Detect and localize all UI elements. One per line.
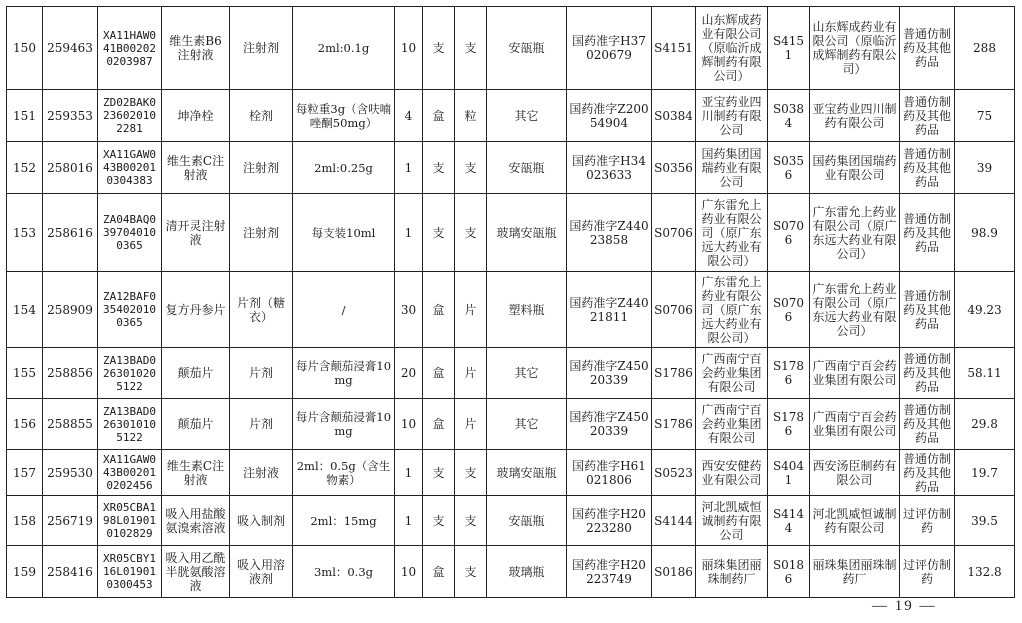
drug-code-cell: XR05CBY116L019010300453 <box>98 546 162 598</box>
approval-number-cell: 国药准字H34023633 <box>567 142 652 194</box>
row-number-cell: 159 <box>7 546 43 598</box>
drug-code-cell: ZA12BAF0354020100365 <box>98 272 162 348</box>
drug-id-cell: 259463 <box>43 7 98 90</box>
manufacturer-code-cell: S0523 <box>652 450 696 496</box>
manufacturer-code-cell: S0706 <box>652 194 696 272</box>
package-material-cell: 安瓿瓶 <box>487 142 567 194</box>
drug-code-cell: XA11GAW043B002010202456 <box>98 450 162 496</box>
drug-code-cell: XA11GAW043B002010304383 <box>98 142 162 194</box>
drug-name-cell: 坤净栓 <box>162 90 230 142</box>
package-quantity-cell: 10 <box>395 546 423 598</box>
manufacturer-code-cell: S0186 <box>652 546 696 598</box>
drug-category-cell: 普通仿制药及其他药品 <box>900 399 955 450</box>
table-row <box>7 90 1015 142</box>
page-number: — 19 — <box>872 598 937 614</box>
license-holder-cell: 山东辉成药业有限公司（原临沂成辉制药有限公司） <box>810 7 900 90</box>
table-row <box>7 142 1015 194</box>
manufacturer-cell: 广西南宁百会药业集团有限公司 <box>696 348 768 399</box>
license-holder-cell: 广东雷允上药业有限公司（原广东远大药业有限公司） <box>810 194 900 272</box>
dosage-form-cell: 注射液 <box>230 450 293 496</box>
license-holder-cell: 丽珠集团丽珠制药厂 <box>810 546 900 598</box>
price-cell: 49.23 <box>955 272 1015 348</box>
manufacturer-cell: 丽珠集团丽珠制药厂 <box>696 546 768 598</box>
drug-code-cell: XA11HAW041B002020203987 <box>98 7 162 90</box>
holder-code-cell: S0706 <box>768 272 810 348</box>
dosage-form-cell: 注射剂 <box>230 142 293 194</box>
drug-id-cell: 258616 <box>43 194 98 272</box>
package-quantity-cell: 10 <box>395 399 423 450</box>
specification-cell: 每片含颠茄浸膏10mg <box>293 399 395 450</box>
manufacturer-cell: 广东雷允上药业有限公司（原广东远大药业有限公司） <box>696 272 768 348</box>
row-number-cell: 157 <box>7 450 43 496</box>
drug-category-cell: 普通仿制药及其他药品 <box>900 348 955 399</box>
drug-category-cell: 普通仿制药及其他药品 <box>900 7 955 90</box>
manufacturer-code-cell: S0384 <box>652 90 696 142</box>
license-holder-cell: 西安汤臣制药有限公司 <box>810 450 900 496</box>
package-quantity-cell: 4 <box>395 90 423 142</box>
manufacturer-cell: 广东雷允上药业有限公司（原广东远大药业有限公司） <box>696 194 768 272</box>
specification-cell: / <box>293 272 395 348</box>
manufacturer-code-cell: S4151 <box>652 7 696 90</box>
approval-number-cell: 国药准字Z45020339 <box>567 348 652 399</box>
row-number-cell: 153 <box>7 194 43 272</box>
package-unit-cell: 盒 <box>423 90 455 142</box>
table-row <box>7 348 1015 399</box>
package-material-cell: 塑料瓶 <box>487 272 567 348</box>
min-unit-cell: 片 <box>455 348 487 399</box>
drug-name-cell: 复方丹参片 <box>162 272 230 348</box>
package-quantity-cell: 1 <box>395 496 423 546</box>
approval-number-cell: 国药准字H37020679 <box>567 7 652 90</box>
drug-price-table-page <box>6 6 1014 598</box>
min-unit-cell: 片 <box>455 399 487 450</box>
approval-number-cell: 国药准字H20223749 <box>567 546 652 598</box>
license-holder-cell: 国药集团国瑞药业有限公司 <box>810 142 900 194</box>
min-unit-cell: 粒 <box>455 90 487 142</box>
package-unit-cell: 支 <box>423 142 455 194</box>
specification-cell: 2ml:0.25g <box>293 142 395 194</box>
approval-number-cell: 国药准字Z20054904 <box>567 90 652 142</box>
drug-code-cell: ZD02BAK0236020102281 <box>98 90 162 142</box>
drug-category-cell: 普通仿制药及其他药品 <box>900 272 955 348</box>
table-row <box>7 7 1015 90</box>
drug-name-cell: 颠茄片 <box>162 399 230 450</box>
manufacturer-code-cell: S1786 <box>652 348 696 399</box>
price-cell: 58.11 <box>955 348 1015 399</box>
drug-name-cell: 维生素B6注射液 <box>162 7 230 90</box>
row-number-cell: 154 <box>7 272 43 348</box>
manufacturer-cell: 国药集团国瑞药业有限公司 <box>696 142 768 194</box>
package-quantity-cell: 1 <box>395 194 423 272</box>
drug-code-cell: ZA13BAD0263010105122 <box>98 399 162 450</box>
min-unit-cell: 支 <box>455 546 487 598</box>
min-unit-cell: 支 <box>455 496 487 546</box>
drug-id-cell: 258016 <box>43 142 98 194</box>
manufacturer-code-cell: S1786 <box>652 399 696 450</box>
drug-name-cell: 吸入用盐酸氨溴索溶液 <box>162 496 230 546</box>
drug-category-cell: 普通仿制药及其他药品 <box>900 142 955 194</box>
specification-cell: 每粒重3g（含呋喃唑酮50mg） <box>293 90 395 142</box>
holder-code-cell: S0384 <box>768 90 810 142</box>
price-cell: 19.7 <box>955 450 1015 496</box>
row-number-cell: 151 <box>7 90 43 142</box>
dosage-form-cell: 片剂（糖衣） <box>230 272 293 348</box>
manufacturer-cell: 西安安健药业有限公司 <box>696 450 768 496</box>
price-cell: 98.9 <box>955 194 1015 272</box>
manufacturer-cell: 河北凯威恒诚制药有限公司 <box>696 496 768 546</box>
table-row <box>7 546 1015 598</box>
dosage-form-cell: 注射剂 <box>230 194 293 272</box>
package-quantity-cell: 1 <box>395 450 423 496</box>
package-unit-cell: 盒 <box>423 272 455 348</box>
package-material-cell: 安瓿瓶 <box>487 7 567 90</box>
price-cell: 75 <box>955 90 1015 142</box>
holder-code-cell: S0356 <box>768 142 810 194</box>
drug-category-cell: 普通仿制药及其他药品 <box>900 90 955 142</box>
table-row <box>7 496 1015 546</box>
price-cell: 288 <box>955 7 1015 90</box>
min-unit-cell: 支 <box>455 194 487 272</box>
dosage-form-cell: 注射剂 <box>230 7 293 90</box>
min-unit-cell: 支 <box>455 450 487 496</box>
manufacturer-code-cell: S0706 <box>652 272 696 348</box>
row-number-cell: 152 <box>7 142 43 194</box>
drug-table <box>6 6 1015 598</box>
drug-id-cell: 258856 <box>43 348 98 399</box>
specification-cell: 2ml：0.5g（含生物素） <box>293 450 395 496</box>
drug-id-cell: 256719 <box>43 496 98 546</box>
drug-name-cell: 颠茄片 <box>162 348 230 399</box>
holder-code-cell: S1786 <box>768 399 810 450</box>
package-quantity-cell: 20 <box>395 348 423 399</box>
holder-code-cell: S4041 <box>768 450 810 496</box>
approval-number-cell: 国药准字Z44023858 <box>567 194 652 272</box>
price-cell: 29.8 <box>955 399 1015 450</box>
drug-name-cell: 清开灵注射液 <box>162 194 230 272</box>
dosage-form-cell: 吸入用溶液剂 <box>230 546 293 598</box>
holder-code-cell: S0186 <box>768 546 810 598</box>
dosage-form-cell: 片剂 <box>230 399 293 450</box>
package-material-cell: 玻璃安瓿瓶 <box>487 450 567 496</box>
specification-cell: 3ml：0.3g <box>293 546 395 598</box>
approval-number-cell: 国药准字H61021806 <box>567 450 652 496</box>
specification-cell: 2ml:0.1g <box>293 7 395 90</box>
drug-code-cell: XR05CBA198L019010102829 <box>98 496 162 546</box>
dosage-form-cell: 栓剂 <box>230 90 293 142</box>
dosage-form-cell: 吸入制剂 <box>230 496 293 546</box>
specification-cell: 2ml：15mg <box>293 496 395 546</box>
manufacturer-code-cell: S0356 <box>652 142 696 194</box>
table-row <box>7 450 1015 496</box>
drug-category-cell: 普通仿制药及其他药品 <box>900 194 955 272</box>
package-unit-cell: 支 <box>423 450 455 496</box>
drug-id-cell: 258855 <box>43 399 98 450</box>
package-unit-cell: 支 <box>423 496 455 546</box>
drug-name-cell: 吸入用乙酰半胱氨酸溶液 <box>162 546 230 598</box>
package-unit-cell: 支 <box>423 7 455 90</box>
license-holder-cell: 亚宝药业四川制药有限公司 <box>810 90 900 142</box>
package-unit-cell: 盒 <box>423 348 455 399</box>
price-cell: 39 <box>955 142 1015 194</box>
drug-name-cell: 维生素C注射液 <box>162 142 230 194</box>
row-number-cell: 155 <box>7 348 43 399</box>
approval-number-cell: 国药准字Z44021811 <box>567 272 652 348</box>
holder-code-cell: S4144 <box>768 496 810 546</box>
holder-code-cell: S0706 <box>768 194 810 272</box>
drug-id-cell: 258909 <box>43 272 98 348</box>
specification-cell: 每支装10ml <box>293 194 395 272</box>
row-number-cell: 158 <box>7 496 43 546</box>
package-material-cell: 其它 <box>487 348 567 399</box>
min-unit-cell: 支 <box>455 7 487 90</box>
manufacturer-cell: 山东辉成药业有限公司（原临沂成辉制药有限公司） <box>696 7 768 90</box>
package-unit-cell: 盒 <box>423 399 455 450</box>
drug-category-cell: 普通仿制药及其他药品 <box>900 450 955 496</box>
package-material-cell: 玻璃瓶 <box>487 546 567 598</box>
manufacturer-cell: 亚宝药业四川制药有限公司 <box>696 90 768 142</box>
row-number-cell: 150 <box>7 7 43 90</box>
license-holder-cell: 河北凯威恒诚制药有限公司 <box>810 496 900 546</box>
holder-code-cell: S4151 <box>768 7 810 90</box>
drug-code-cell: ZA13BAD0263010205122 <box>98 348 162 399</box>
package-material-cell: 安瓿瓶 <box>487 496 567 546</box>
package-material-cell: 其它 <box>487 90 567 142</box>
package-material-cell: 其它 <box>487 399 567 450</box>
drug-id-cell: 259530 <box>43 450 98 496</box>
package-quantity-cell: 10 <box>395 7 423 90</box>
price-cell: 132.8 <box>955 546 1015 598</box>
min-unit-cell: 片 <box>455 272 487 348</box>
table-row <box>7 194 1015 272</box>
specification-cell: 每片含颠茄浸膏10mg <box>293 348 395 399</box>
license-holder-cell: 广西南宁百会药业集团有限公司 <box>810 399 900 450</box>
price-cell: 39.5 <box>955 496 1015 546</box>
package-unit-cell: 盒 <box>423 546 455 598</box>
package-unit-cell: 支 <box>423 194 455 272</box>
package-material-cell: 玻璃安瓿瓶 <box>487 194 567 272</box>
drug-id-cell: 258416 <box>43 546 98 598</box>
license-holder-cell: 广西南宁百会药业集团有限公司 <box>810 348 900 399</box>
approval-number-cell: 国药准字Z45020339 <box>567 399 652 450</box>
package-quantity-cell: 1 <box>395 142 423 194</box>
holder-code-cell: S1786 <box>768 348 810 399</box>
dosage-form-cell: 片剂 <box>230 348 293 399</box>
drug-id-cell: 259353 <box>43 90 98 142</box>
row-number-cell: 156 <box>7 399 43 450</box>
manufacturer-cell: 广西南宁百会药业集团有限公司 <box>696 399 768 450</box>
approval-number-cell: 国药准字H20223280 <box>567 496 652 546</box>
table-row <box>7 272 1015 348</box>
package-quantity-cell: 30 <box>395 272 423 348</box>
drug-category-cell: 过评仿制药 <box>900 546 955 598</box>
manufacturer-code-cell: S4144 <box>652 496 696 546</box>
drug-name-cell: 维生素C注射液 <box>162 450 230 496</box>
drug-category-cell: 过评仿制药 <box>900 496 955 546</box>
drug-code-cell: ZA04BAQ0397040100365 <box>98 194 162 272</box>
table-row <box>7 399 1015 450</box>
license-holder-cell: 广东雷允上药业有限公司（原广东远大药业有限公司） <box>810 272 900 348</box>
min-unit-cell: 支 <box>455 142 487 194</box>
